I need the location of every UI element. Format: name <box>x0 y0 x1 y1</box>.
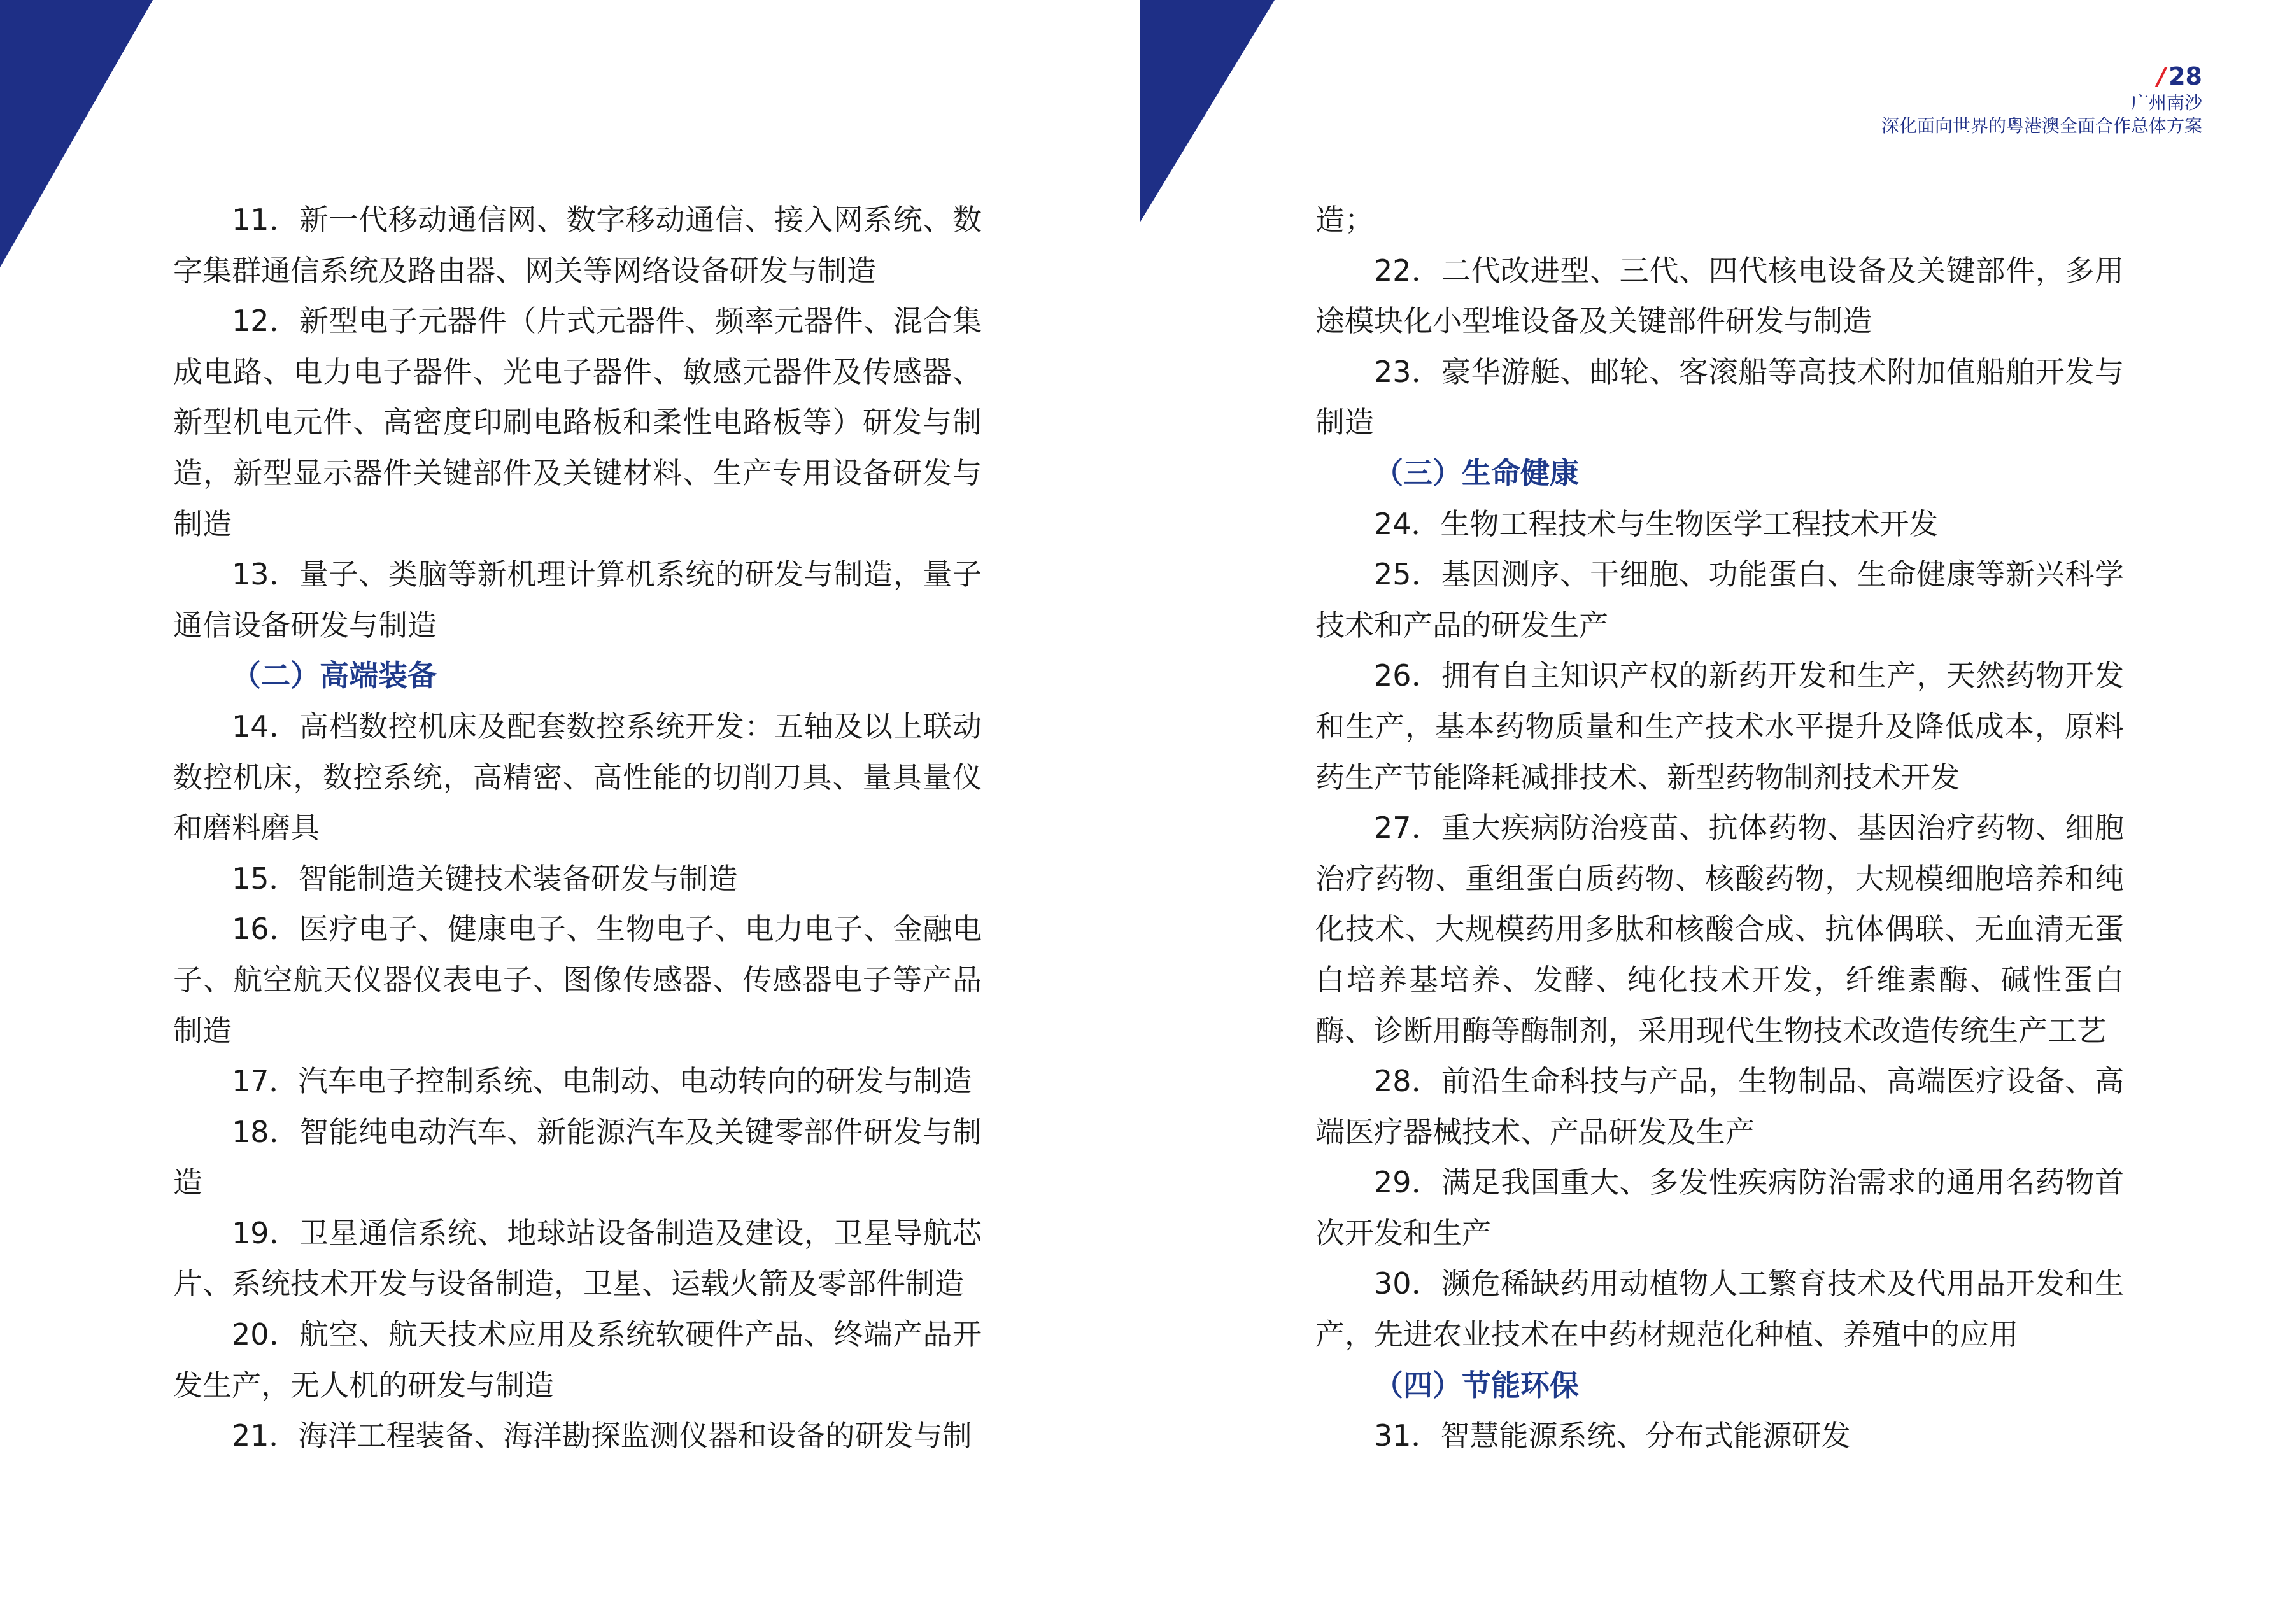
list-item: 28．前沿生命科技与产品，生物制品、高端医疗设备、高端医疗器械技术、产品研发及生产 <box>1315 1064 2124 1149</box>
list-item: 12．新型电子元器件（片式元器件、频率元器件、混合集成电路、电力电子器件、光电子器件、敏感元器件及传感器、新型机电元件、高密度印刷电路板和柔性电路板等）研发与制造，新型显示器件关键部件及关键材料、生产专用设备研发与制造 <box>173 304 982 541</box>
list-item: 29．满足我国重大、多发性疾病防治需求的通用名药物首次开发和生产 <box>1315 1165 2124 1250</box>
section-heading: （三）生命健康 <box>1374 455 1579 490</box>
left-column <box>173 195 982 1462</box>
list-item: 26．拥有自主知识产权的新药开发和生产，天然药物开发和生产，基本药物质量和生产技术水平提升及降低成本，原料药生产节能降耗减排技术、新型药物制剂技术开发 <box>1315 658 2124 794</box>
list-item: 20．航空、航天技术应用及系统软硬件产品、终端产品开发生产，无人机的研发与制造 <box>173 1317 982 1402</box>
list-item: 14．高档数控机床及配套数控系统开发：五轴及以上联动数控机床，数控系统，高精密、高性能的切削刀具、量具量仪和磨料磨具 <box>173 709 982 845</box>
right-column <box>1315 195 2124 1462</box>
list-item: 18．智能纯电动汽车、新能源汽车及关键零部件研发与制造 <box>173 1114 982 1200</box>
page-number-text: 28 <box>2168 62 2202 90</box>
list-item: 27．重大疾病防治疫苗、抗体药物、基因治疗药物、细胞治疗药物、重组蛋白质药物、核酸药物，大规模细胞培养和纯化技术、大规模药用多肽和核酸合成、抗体偶联、无血清无蛋白培养基培养、发酵、纯化技术开发，纤维素酶、碱性蛋白酶、诊断用酶等酶制剂，采用现代生物技术改造传统生产工艺 <box>1315 810 2124 1048</box>
list-item: 21．海洋工程装备、海洋勘探监测仪器和设备的研发与制 <box>232 1418 972 1453</box>
list-item: 24．生物工程技术与生物医学工程技术开发 <box>1374 506 1939 541</box>
list-item: 23．豪华游艇、邮轮、客滚船等高技术附加值船舶开发与制造 <box>1315 354 2124 440</box>
page-header <box>1881 61 2202 138</box>
header-title: 深化面向世界的粤港澳全面合作总体方案 <box>1881 115 2202 136</box>
list-item: 11．新一代移动通信网、数字移动通信、接入网系统、数字集群通信系统及路由器、网关等网络设备研发与制造 <box>173 202 982 288</box>
slash-mark: / <box>2157 62 2167 90</box>
header-location: 广州南沙 <box>2130 92 2202 113</box>
section-heading: （二）高端装备 <box>232 658 437 693</box>
list-item: 22．二代改进型、三代、四代核电设备及关键部件，多用途模块化小型堆设备及关键部件研发与制造 <box>1315 253 2124 339</box>
page-number <box>1881 61 2202 92</box>
corner-decoration-right <box>1140 0 1275 223</box>
list-item: 13．量子、类脑等新机理计算机系统的研发与制造，量子通信设备研发与制造 <box>173 557 982 642</box>
section-heading: （四）节能环保 <box>1374 1367 1579 1402</box>
list-item-continuation: 造； <box>1315 202 1374 237</box>
list-item: 30．濒危稀缺药用动植物人工繁育技术及代用品开发和生产，先进农业技术在中药材规范化种植、养殖中的应用 <box>1315 1266 2124 1352</box>
list-item: 19．卫星通信系统、地球站设备制造及建设，卫星导航芯片、系统技术开发与设备制造，卫星、运载火箭及零部件制造 <box>173 1215 982 1301</box>
list-item: 15．智能制造关键技术装备研发与制造 <box>232 861 738 896</box>
list-item: 17．汽车电子控制系统、电制动、电动转向的研发与制造 <box>232 1064 972 1099</box>
list-item: 25．基因测序、干细胞、功能蛋白、生命健康等新兴科学技术和产品的研发生产 <box>1315 557 2124 642</box>
list-item: 16．医疗电子、健康电子、生物电子、电力电子、金融电子、航空航天仪器仪表电子、图像传感器、传感器电子等产品制造 <box>173 912 982 1048</box>
corner-decoration-left <box>0 0 153 267</box>
list-item: 31．智慧能源系统、分布式能源研发 <box>1374 1418 1851 1453</box>
